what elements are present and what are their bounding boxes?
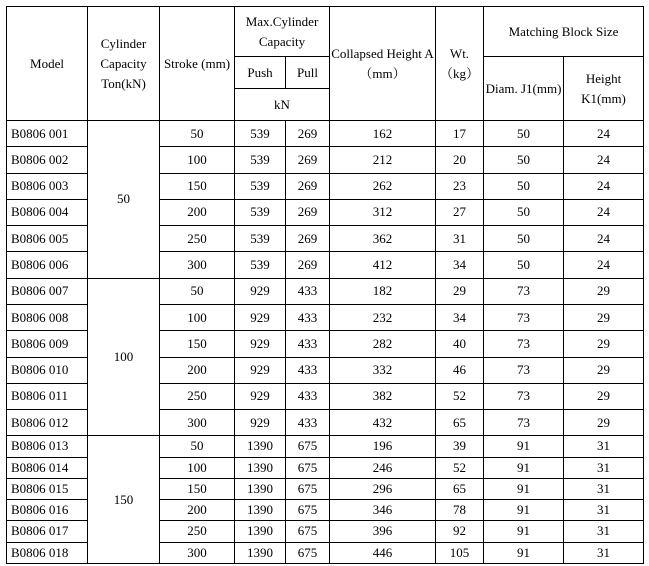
height-cell: 24 [564,173,644,199]
pull-cell: 269 [286,147,330,173]
weight-cell: 92 [436,521,484,542]
table-row [7,121,644,147]
model-cell: B0806 004 [7,199,88,225]
capacity-cell: 50 [88,121,160,279]
diam-cell: 91 [484,478,564,499]
weight-cell: 46 [436,357,484,383]
header-height: Height K1(mm) [564,57,644,121]
weight-cell: 29 [436,278,484,304]
weight-cell: 20 [436,147,484,173]
collapsed-height-cell: 412 [330,252,436,278]
diam-cell: 91 [484,521,564,542]
height-cell: 31 [564,436,644,457]
height-cell: 24 [564,121,644,147]
diam-cell: 50 [484,252,564,278]
capacity-cell: 100 [88,278,160,436]
stroke-cell: 50 [160,121,235,147]
pull-cell: 269 [286,121,330,147]
weight-cell: 65 [436,478,484,499]
diam-cell: 73 [484,410,564,436]
height-cell: 24 [564,199,644,225]
collapsed-height-cell: 296 [330,478,436,499]
stroke-cell: 50 [160,278,235,304]
push-cell: 1390 [235,500,286,521]
stroke-cell: 200 [160,500,235,521]
collapsed-height-cell: 212 [330,147,436,173]
pull-cell: 433 [286,410,330,436]
push-cell: 539 [235,173,286,199]
header-pull: Pull [286,57,330,89]
push-cell: 539 [235,252,286,278]
pull-cell: 675 [286,436,330,457]
height-cell: 31 [564,521,644,542]
model-cell: B0806 005 [7,226,88,252]
diam-cell: 50 [484,199,564,225]
weight-cell: 65 [436,410,484,436]
pull-cell: 269 [286,173,330,199]
height-cell: 24 [564,226,644,252]
pull-cell: 675 [286,521,330,542]
push-cell: 929 [235,357,286,383]
collapsed-height-cell: 432 [330,410,436,436]
weight-cell: 34 [436,304,484,330]
pull-cell: 675 [286,457,330,478]
model-cell: B0806 008 [7,304,88,330]
pull-cell: 269 [286,252,330,278]
diam-cell: 91 [484,500,564,521]
stroke-cell: 150 [160,331,235,357]
model-cell: B0806 006 [7,252,88,278]
table-row [7,278,644,304]
model-cell: B0806 009 [7,331,88,357]
pull-cell: 675 [286,542,330,563]
height-cell: 29 [564,278,644,304]
height-cell: 24 [564,252,644,278]
height-cell: 31 [564,542,644,563]
weight-cell: 31 [436,226,484,252]
collapsed-height-cell: 312 [330,199,436,225]
header-weight: Wt.（kg） [436,7,484,121]
push-cell: 539 [235,147,286,173]
collapsed-height-cell: 396 [330,521,436,542]
stroke-cell: 250 [160,383,235,409]
push-cell: 929 [235,304,286,330]
stroke-cell: 200 [160,357,235,383]
push-cell: 929 [235,278,286,304]
diam-cell: 73 [484,383,564,409]
collapsed-height-cell: 332 [330,357,436,383]
collapsed-height-cell: 382 [330,383,436,409]
header-kn: kN [235,89,330,121]
header-model: Model [7,7,88,121]
model-cell: B0806 018 [7,542,88,563]
header-cylinder-capacity: Cylinder Capacity Ton(kN) [88,7,160,121]
diam-cell: 50 [484,173,564,199]
push-cell: 929 [235,410,286,436]
stroke-cell: 250 [160,226,235,252]
header-max-capacity: Max.Cylinder Capacity [235,7,330,57]
collapsed-height-cell: 446 [330,542,436,563]
collapsed-height-cell: 182 [330,278,436,304]
table-row [7,436,644,457]
header-diam: Diam. J1(mm) [484,57,564,121]
model-cell: B0806 007 [7,278,88,304]
push-cell: 1390 [235,478,286,499]
spec-table [6,6,644,564]
height-cell: 29 [564,357,644,383]
pull-cell: 433 [286,357,330,383]
height-cell: 29 [564,331,644,357]
stroke-cell: 250 [160,521,235,542]
collapsed-height-cell: 246 [330,457,436,478]
stroke-cell: 100 [160,304,235,330]
collapsed-height-cell: 282 [330,331,436,357]
collapsed-height-cell: 262 [330,173,436,199]
push-cell: 1390 [235,457,286,478]
stroke-cell: 300 [160,542,235,563]
push-cell: 539 [235,121,286,147]
push-cell: 1390 [235,542,286,563]
capacity-cell: 150 [88,436,160,564]
collapsed-height-cell: 362 [330,226,436,252]
pull-cell: 675 [286,478,330,499]
push-cell: 1390 [235,436,286,457]
weight-cell: 27 [436,199,484,225]
collapsed-height-cell: 162 [330,121,436,147]
diam-cell: 73 [484,278,564,304]
diam-cell: 73 [484,304,564,330]
model-cell: B0806 013 [7,436,88,457]
weight-cell: 40 [436,331,484,357]
model-cell: B0806 015 [7,478,88,499]
header-matching-block: Matching Block Size [484,7,644,57]
stroke-cell: 300 [160,410,235,436]
model-cell: B0806 011 [7,383,88,409]
stroke-cell: 300 [160,252,235,278]
model-cell: B0806 010 [7,357,88,383]
weight-cell: 17 [436,121,484,147]
pull-cell: 433 [286,278,330,304]
height-cell: 31 [564,478,644,499]
weight-cell: 52 [436,457,484,478]
model-cell: B0806 012 [7,410,88,436]
stroke-cell: 200 [160,199,235,225]
weight-cell: 39 [436,436,484,457]
pull-cell: 675 [286,500,330,521]
pull-cell: 433 [286,383,330,409]
height-cell: 31 [564,457,644,478]
pull-cell: 269 [286,226,330,252]
diam-cell: 50 [484,226,564,252]
push-cell: 929 [235,383,286,409]
stroke-cell: 150 [160,173,235,199]
push-cell: 539 [235,199,286,225]
weight-cell: 105 [436,542,484,563]
push-cell: 539 [235,226,286,252]
stroke-cell: 150 [160,478,235,499]
weight-cell: 52 [436,383,484,409]
model-cell: B0806 016 [7,500,88,521]
header-stroke: Stroke (mm) [160,7,235,121]
push-cell: 1390 [235,521,286,542]
header-collapsed-height: Collapsed Height A（mm） [330,7,436,121]
height-cell: 29 [564,410,644,436]
diam-cell: 50 [484,121,564,147]
collapsed-height-cell: 196 [330,436,436,457]
stroke-cell: 100 [160,147,235,173]
collapsed-height-cell: 346 [330,500,436,521]
weight-cell: 23 [436,173,484,199]
model-cell: B0806 014 [7,457,88,478]
diam-cell: 50 [484,147,564,173]
diam-cell: 73 [484,331,564,357]
weight-cell: 34 [436,252,484,278]
stroke-cell: 100 [160,457,235,478]
header-push: Push [235,57,286,89]
height-cell: 24 [564,147,644,173]
pull-cell: 433 [286,304,330,330]
collapsed-height-cell: 232 [330,304,436,330]
pull-cell: 433 [286,331,330,357]
weight-cell: 78 [436,500,484,521]
diam-cell: 91 [484,542,564,563]
height-cell: 29 [564,383,644,409]
push-cell: 929 [235,331,286,357]
height-cell: 29 [564,304,644,330]
diam-cell: 91 [484,457,564,478]
pull-cell: 269 [286,199,330,225]
diam-cell: 73 [484,357,564,383]
model-cell: B0806 001 [7,121,88,147]
model-cell: B0806 002 [7,147,88,173]
height-cell: 31 [564,500,644,521]
diam-cell: 91 [484,436,564,457]
model-cell: B0806 017 [7,521,88,542]
model-cell: B0806 003 [7,173,88,199]
stroke-cell: 50 [160,436,235,457]
